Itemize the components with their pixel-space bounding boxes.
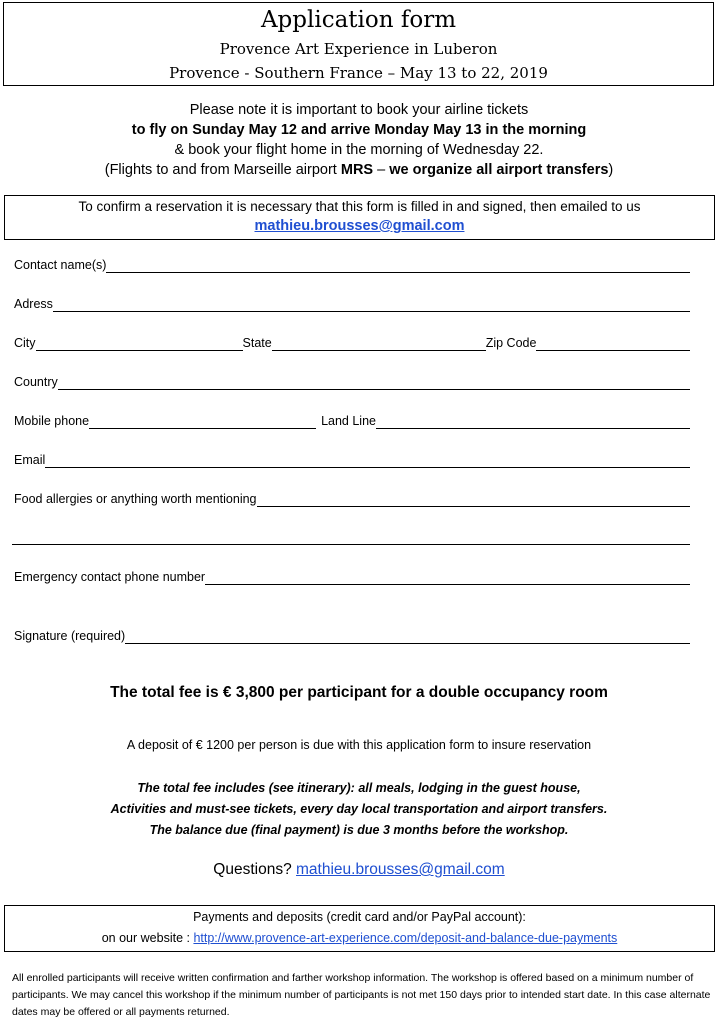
contact-name-field[interactable]: [14, 255, 690, 273]
city-state-zip-row: [14, 333, 690, 351]
email-label: Email: [14, 453, 46, 467]
airport-code: MRS: [340, 162, 374, 178]
food-allergies-field[interactable]: [14, 489, 690, 507]
confirmation-box: [4, 195, 715, 240]
adress-label: Adress: [14, 297, 53, 311]
land-line-line[interactable]: [376, 415, 690, 429]
notice-line-3: & book your flight home in the morning of Wednesday 22.: [174, 142, 544, 158]
adress-line[interactable]: [53, 298, 690, 312]
questions-row: [0, 861, 718, 879]
airport-transfer-note: we organize all airport transfers: [389, 162, 609, 178]
questions-email-link[interactable]: mathieu.brousses@gmail.com: [296, 861, 505, 878]
emergency-phone-field[interactable]: [14, 567, 690, 585]
phone-row: [14, 411, 690, 429]
header-box: [3, 2, 714, 86]
contact-name-label: Contact name(s): [14, 258, 107, 272]
mobile-phone-label: Mobile phone: [14, 414, 90, 428]
header-subtitle: Provence Art Experience in Luberon: [219, 40, 498, 58]
email-line[interactable]: [45, 454, 690, 468]
signature-label: Signature (required): [14, 629, 126, 643]
city-line[interactable]: [36, 337, 243, 351]
food-allergies-label: Food allergies or anything worth mentioning: [14, 492, 257, 506]
page-title: Application form: [260, 7, 457, 33]
fee-includes-line-1: The total fee includes (see itinerary): all meals, lodging in the guest house,: [137, 781, 581, 795]
deposit-text: A deposit of € 1200 per person is due with this application form to insure reservation: [126, 738, 592, 752]
mobile-phone-line[interactable]: [89, 415, 316, 429]
email-field[interactable]: [14, 450, 690, 468]
notice-line-1: Please note it is important to book your airline tickets: [189, 102, 529, 118]
state-label: State: [242, 336, 272, 350]
emergency-phone-line[interactable]: [205, 571, 690, 585]
questions-label: Questions?: [213, 861, 296, 878]
payments-box: [4, 905, 715, 952]
notice-line-2: to fly on Sunday May 12 and arrive Monday May 13 in the morning: [131, 122, 587, 138]
confirmation-text: To confirm a reservation it is necessary that this form is filled in and signed, then emailed to us: [78, 199, 641, 214]
notice-line-4-pre: (Flights to and from Marseille airport: [104, 162, 341, 178]
country-field[interactable]: [14, 372, 690, 390]
balance-due-line: The balance due (final payment) is due 3 months before the workshop.: [149, 823, 569, 837]
notice-line-4-dash: –: [373, 162, 390, 178]
header-dates: Provence - Southern France – May 13 to 22, 2019: [169, 64, 548, 82]
notice-line-4: [0, 161, 718, 180]
footer-disclaimer: All enrolled participants will receive written confirmation and farther workshop information. The workshop is offered based on a minimum number of participants. We may cancel this workshop if the minimum number of participants is not met 150 days prior to intended start date. In this case alternate dates may be offered or all payments returned.: [12, 972, 711, 1018]
country-line[interactable]: [58, 376, 690, 390]
adress-field[interactable]: [14, 294, 690, 312]
signature-line[interactable]: [125, 630, 690, 644]
contact-name-line[interactable]: [106, 259, 690, 273]
land-line-label: Land Line: [321, 414, 376, 428]
signature-field[interactable]: [14, 626, 690, 644]
payments-website-row: [5, 930, 714, 947]
zip-code-label: Zip Code: [485, 336, 537, 350]
website-label: on our website :: [101, 931, 194, 945]
city-label: City: [14, 336, 36, 350]
emergency-phone-label: Emergency contact phone number: [14, 570, 206, 584]
food-allergies-line[interactable]: [257, 493, 691, 507]
state-line[interactable]: [272, 337, 486, 351]
payments-title: Payments and deposits (credit card and/or PayPal account):: [193, 910, 526, 924]
zip-code-line[interactable]: [536, 337, 690, 351]
notice-line-4-post: ): [608, 162, 614, 178]
total-fee-heading: The total fee is € 3,800 per participant for a double occupancy room: [110, 684, 608, 701]
country-label: Country: [14, 375, 58, 389]
fee-includes-line-2: Activities and must-see tickets, every day local transportation and airport transfers.: [110, 802, 608, 816]
confirmation-email-link[interactable]: mathieu.brousses@gmail.com: [254, 218, 465, 234]
food-allergies-extra-line[interactable]: [12, 544, 690, 545]
payments-link[interactable]: http://www.provence-art-experience.com/deposit-and-balance-due-payments: [193, 931, 618, 945]
